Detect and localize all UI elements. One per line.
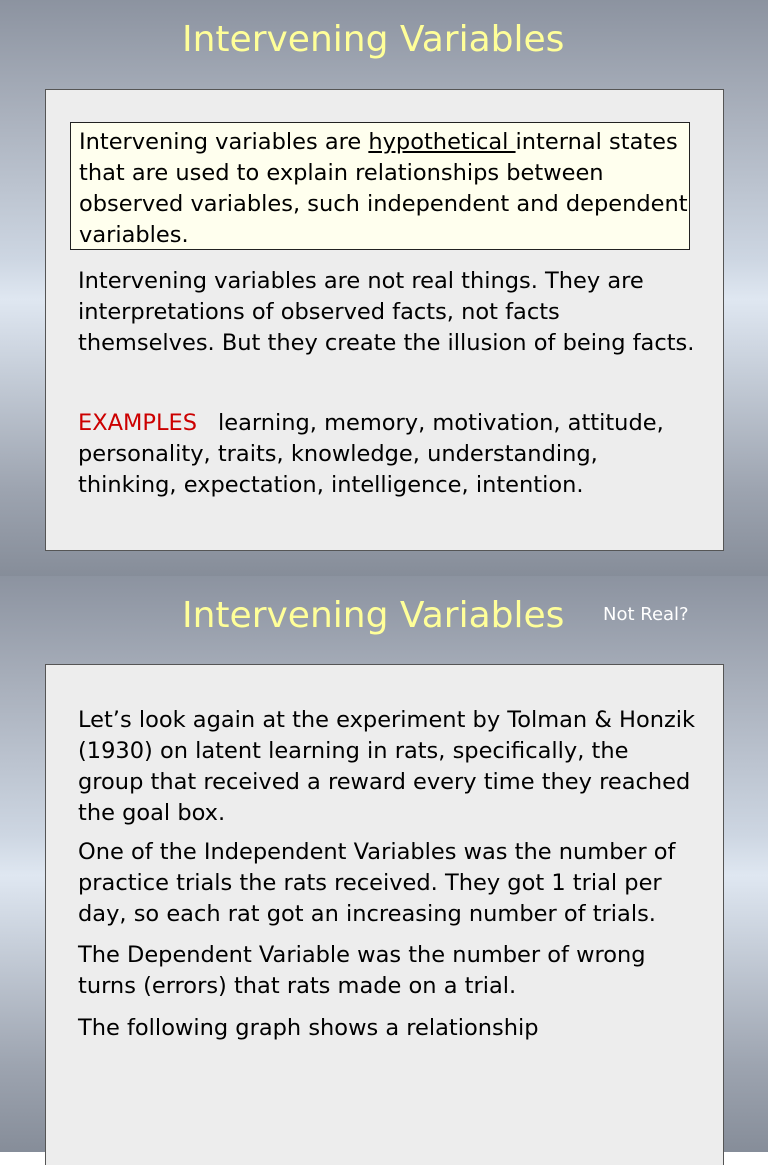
definition-text <box>79 127 689 251</box>
paragraph-graph: The following graph shows a relationship <box>78 1015 539 1041</box>
examples-label: EXAMPLES <box>78 410 198 436</box>
paragraph-independent-variable: One of the Independent Variables was the number of practice trials the rats received. They got 1 trial per day, so each rat got an increasing number of trials. <box>78 839 676 927</box>
slide-title: Intervening Variables <box>182 19 565 60</box>
slide-title: Intervening Variables <box>182 595 565 636</box>
definition-post: internal states that are used to explain relationships between observed variables, such independent and dependent variables. <box>79 129 688 248</box>
examples-block <box>78 408 698 501</box>
definition-pre: Intervening variables are <box>79 129 369 155</box>
examples-text: learning, memory, motivation, attitude, personality, traits, knowledge, understanding, thinking, expectation, intelligence, intention. <box>78 410 664 498</box>
paragraph-dependent-variable: The Dependent Variable was the number of wrong turns (errors) that rats made on a trial. <box>78 942 646 999</box>
side-note: Not Real? <box>603 604 689 625</box>
not-real-paragraph: Intervening variables are not real things. They are interpretations of observed facts, not facts themselves. But they create the illusion of being facts. <box>78 268 695 356</box>
paragraph-experiment: Let’s look again at the experiment by Tolman & Honzik (1930) on latent learning in rats, specifically, the group that received a reward every time they reached the goal box. <box>78 707 696 826</box>
content-panel <box>45 664 724 1165</box>
definition-box <box>70 122 690 250</box>
definition-underlined: hypothetical <box>368 129 516 155</box>
content-panel <box>45 89 724 551</box>
slide-1 <box>0 0 768 576</box>
slide-2 <box>0 576 768 1152</box>
